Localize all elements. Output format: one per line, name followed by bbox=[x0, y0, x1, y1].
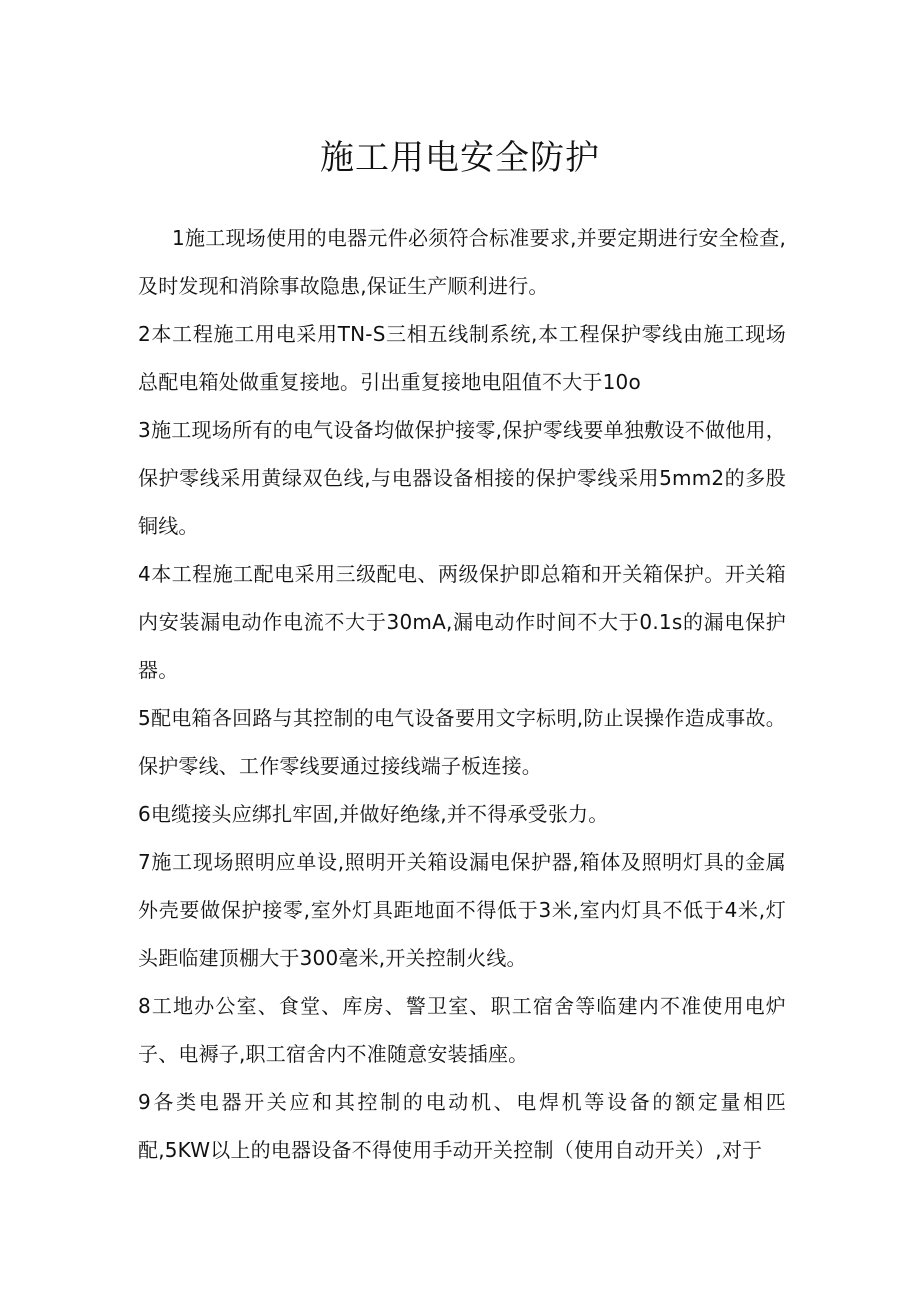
paragraph-2: 2本工程施工用电采用TN-S三相五线制系统,本工程保护零线由施工现场总配电箱处做重复接地。引出重复接地电阻值不大于10o bbox=[138, 322, 786, 394]
paragraph-6: 6电缆接头应绑扎牢固,并做好绝缘,并不得承受张力。 bbox=[138, 802, 609, 826]
paragraph-1: 1施工现场使用的电器元件必须符合标准要求,并要定期进行安全检查,及时发现和消除事故隐患,保证生产顺利进行。 bbox=[138, 226, 786, 298]
paragraph-3: 3施工现场所有的电气设备均做保护接零,保护零线要单独敷设不做他用，保护零线采用黄绿双色线,与电器设备相接的保护零线采用5mm2的多股铜线。 bbox=[138, 418, 786, 538]
document-body bbox=[138, 214, 786, 1174]
paragraph-8: 8工地办公室、食堂、库房、警卫室、职工宿舍等临建内不准使用电炉子、电褥子,职工宿舍内不准随意安装插座。 bbox=[138, 994, 786, 1066]
paragraph-9: 9各类电器开关应和其控制的电动机、电焊机等设备的额定量相匹配,5KW以上的电器设备不得使用手动开关控制（使用自动开关）,对于 bbox=[138, 1090, 786, 1162]
paragraph-5: 5配电箱各回路与其控制的电气设备要用文字标明,防止误操作造成事故。保护零线、工作零线要通过接线端子板连接。 bbox=[138, 706, 786, 778]
paragraph-4: 4本工程施工配电采用三级配电、两级保护即总箱和开关箱保护。开关箱内安装漏电动作电流不大于30mA,漏电动作时间不大于0.1s的漏电保护器。 bbox=[138, 562, 786, 682]
paragraph-7: 7施工现场照明应单设,照明开关箱设漏电保护器,箱体及照明灯具的金属外壳要做保护接零,室外灯具距地面不得低于3米,室内灯具不低于4米,灯头距临建顶棚大于300毫米,开关控制火线。 bbox=[138, 850, 786, 970]
document-title: 施工用电安全防护 bbox=[320, 138, 600, 178]
